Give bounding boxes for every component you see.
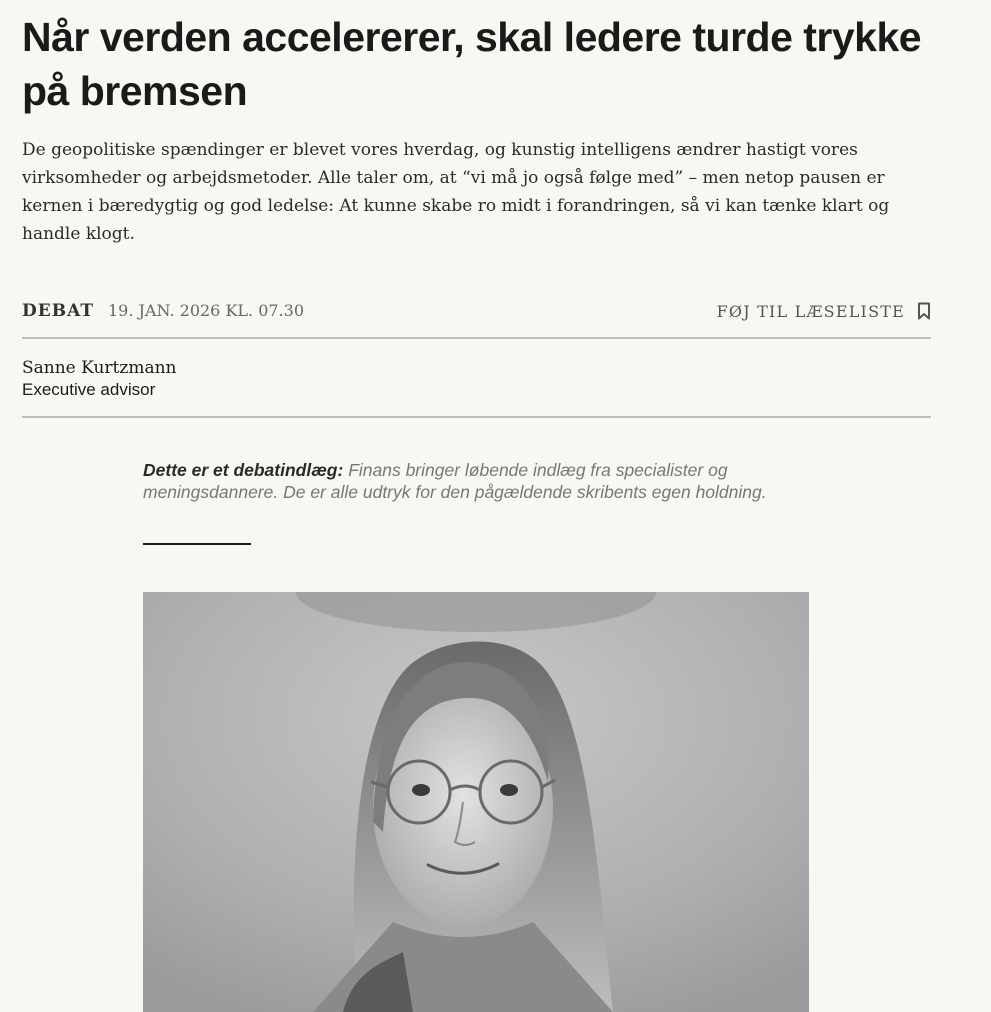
byline (22, 339, 931, 416)
article-meta (22, 296, 931, 326)
section-label[interactable]: DEBAT (22, 301, 94, 321)
disclaimer-text: Finans bringer løbende indlæg fra specialister og meningsdannere. De er alle udtryk for den pågældende skribents egen holdning. (143, 460, 767, 502)
article-lead: De geopolitiske spændinger er blevet vores hverdag, og kunstig intelligens ændrer hastigt vores virksomheder og arbejdsmetoder. Alle taler om, at “vi må jo også følge med” – men netop pausen er kernen i bæredygtig og god ledelse: At kunne skabe ro midt i forandringen, så vi kan tænke klart og handle klogt. (22, 140, 890, 244)
author-photo (143, 592, 809, 1012)
meta-left (22, 301, 304, 321)
bookmark-icon (917, 302, 931, 320)
reading-list-label: FØJ TIL LÆSELISTE (716, 301, 905, 321)
disclaimer-divider (143, 543, 251, 545)
divider (22, 416, 931, 418)
author-name[interactable]: Sanne Kurtzmann (22, 358, 177, 378)
debate-disclaimer (143, 459, 783, 503)
publish-date: 19. JAN. 2026 KL. 07.30 (107, 301, 304, 320)
author-role: Executive advisor (22, 380, 156, 399)
add-to-reading-list-button[interactable] (717, 302, 931, 321)
article-header (22, 0, 931, 418)
article-title: Når verden accelererer, skal ledere turde trykke på bremsen (22, 14, 922, 114)
disclaimer-heading: Dette er et debatindlæg: (143, 460, 344, 480)
